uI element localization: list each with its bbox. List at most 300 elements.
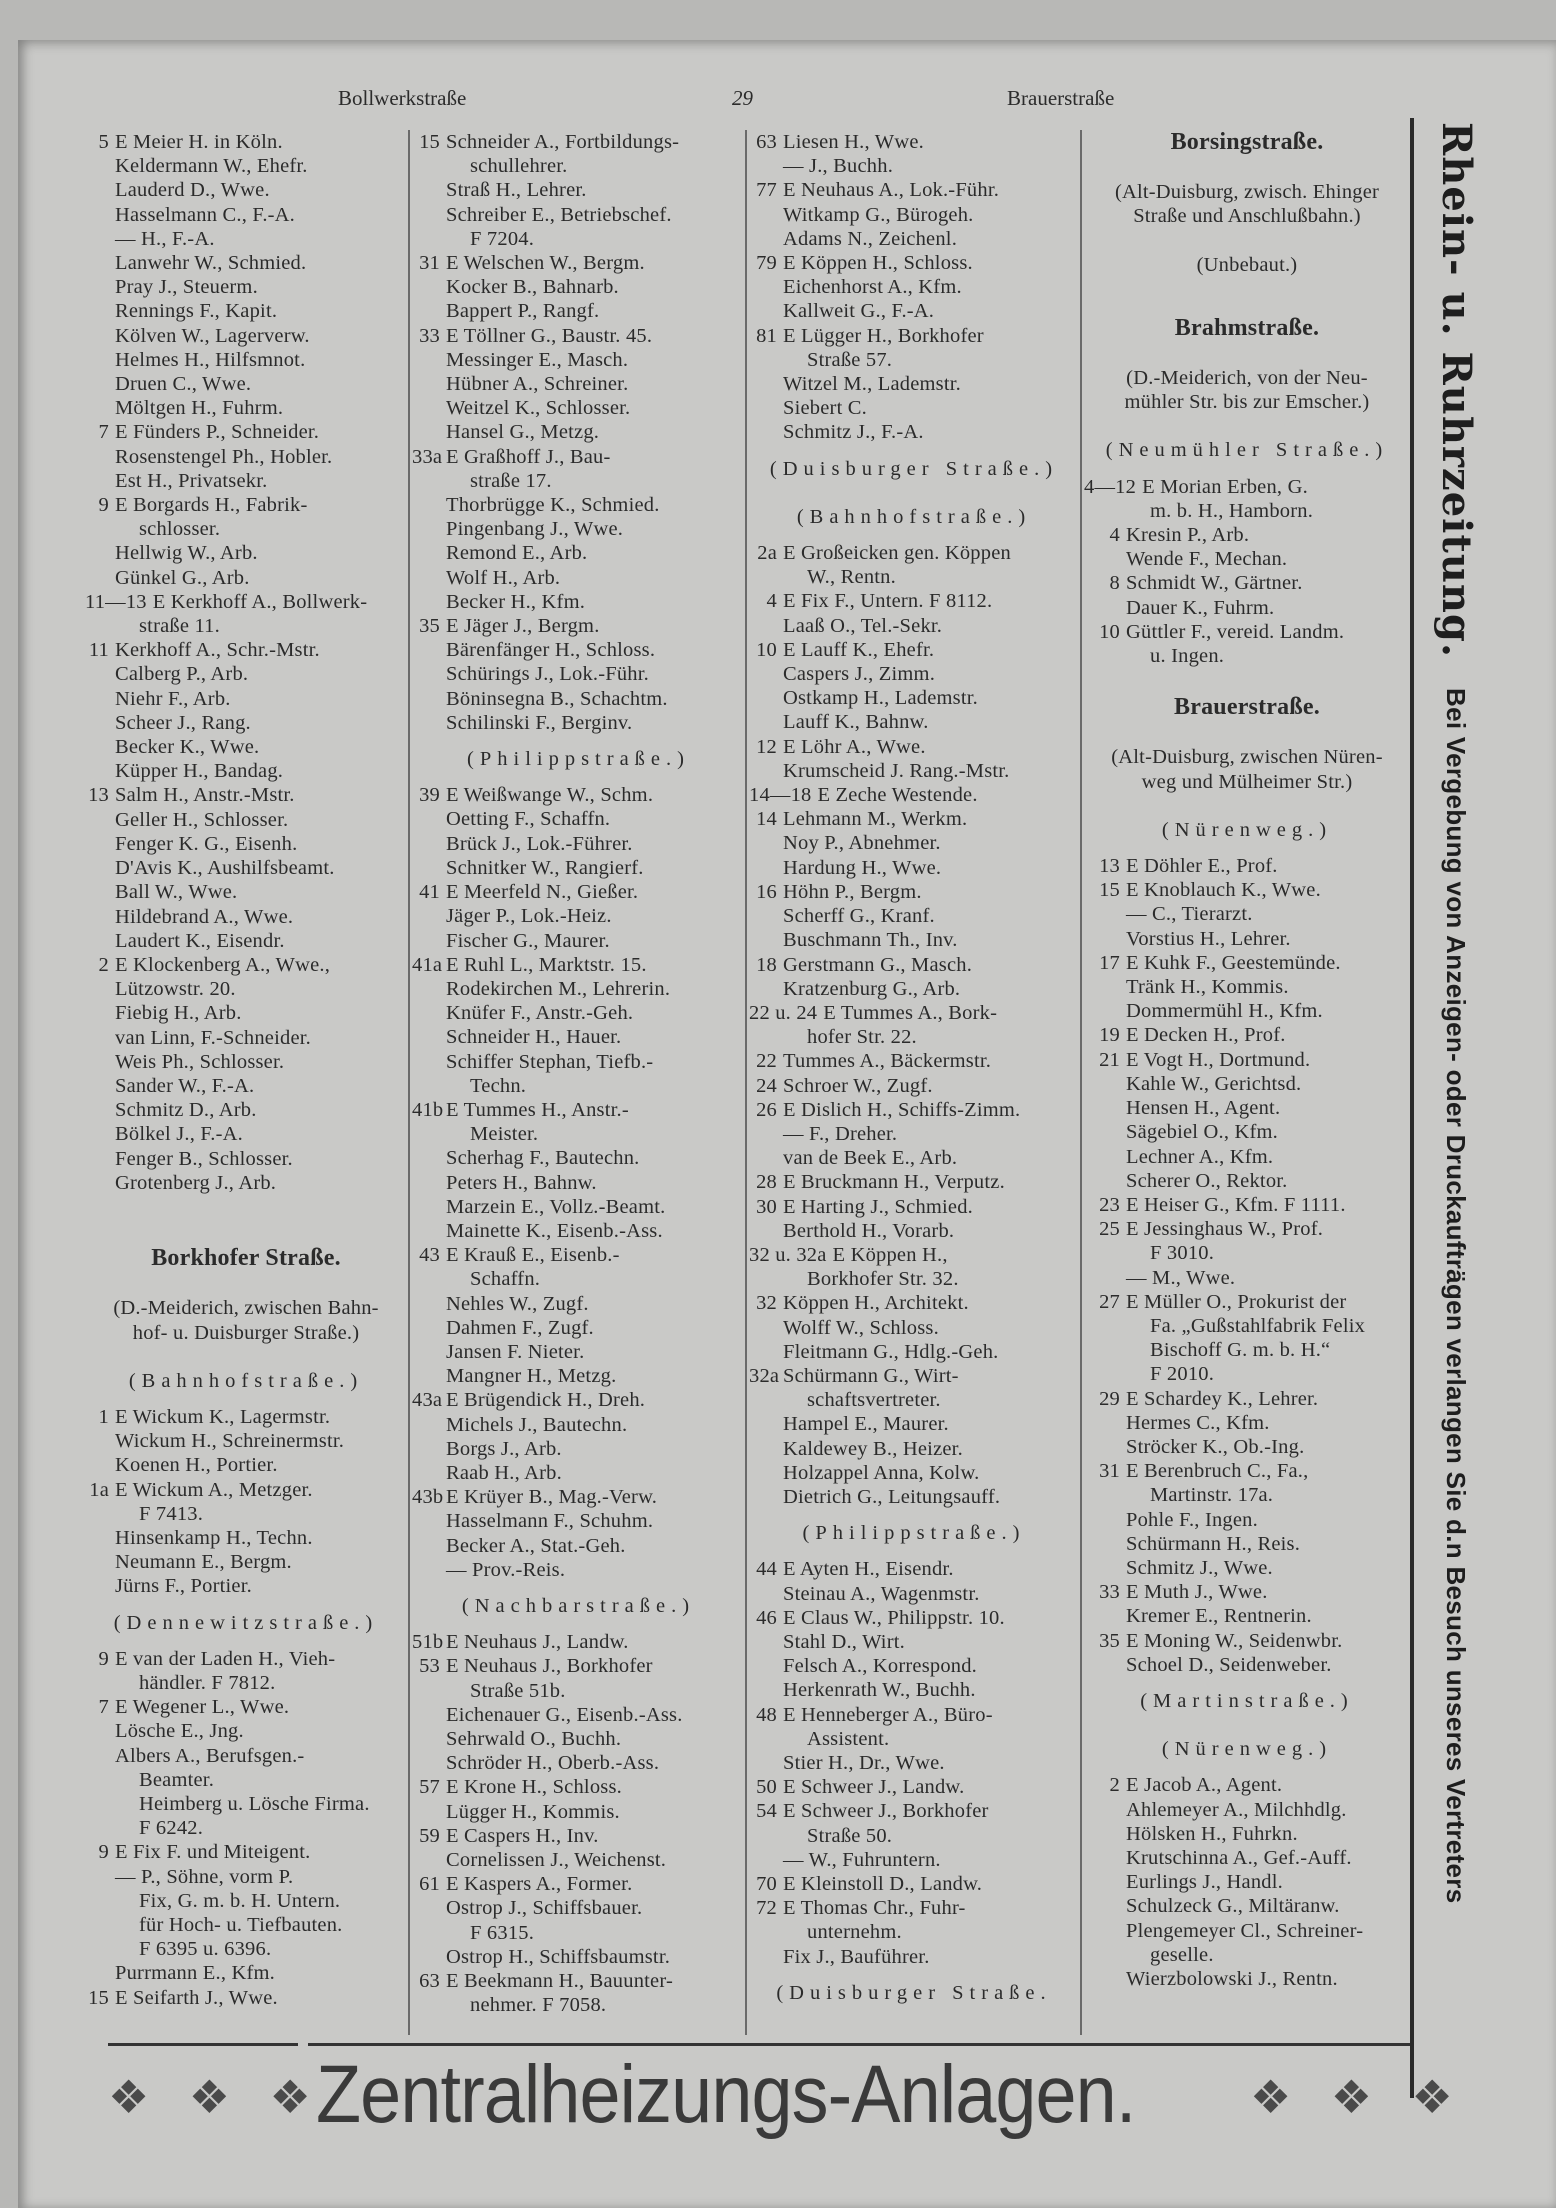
entry-line xyxy=(749,1896,1079,1920)
entry-line xyxy=(412,1388,745,1412)
resident-line: Witkamp G., Bürogeh. xyxy=(783,203,974,226)
house-number: 50 xyxy=(756,1776,777,1799)
resident-line: Scherer O., Rektor. xyxy=(1126,1169,1288,1192)
resident-line: Scherhag F., Bautechn. xyxy=(446,1147,640,1170)
resident-line: Dauer K., Fuhrm. xyxy=(1126,596,1275,619)
house-number: 4 xyxy=(1109,524,1120,547)
entry-line xyxy=(749,1775,1079,1799)
house-number: 41 xyxy=(419,881,440,904)
entry-line xyxy=(412,1485,745,1509)
running-header-right: Brauerstraße xyxy=(1007,86,1115,110)
house-number: 13 xyxy=(88,784,109,807)
entry-text: E Brügendick H., Dreh. xyxy=(446,1389,646,1412)
entry-text: Kresin P., Arb. xyxy=(1126,524,1250,547)
resident-line: Fenger B., Schlosser. xyxy=(115,1147,293,1170)
entry-text: E Schweer J., Landw. xyxy=(783,1776,965,1799)
house-number: 24 xyxy=(756,1074,777,1097)
resident-line: Marzein E., Vollz.-Beamt. xyxy=(446,1195,666,1218)
resident-line: Dahmen F., Zugf. xyxy=(446,1316,594,1339)
entry-text: E Ruhl L., Marktstr. 15. xyxy=(446,953,647,976)
resident-line: Fischer G., Maurer. xyxy=(446,929,610,952)
continuation-line: schlosser. xyxy=(139,518,221,541)
entry-text: E Schweer J., Borkhofer xyxy=(783,1800,989,1823)
house-number: 1 xyxy=(98,1405,109,1428)
entry-text: E Knoblauch K., Wwe. xyxy=(1126,879,1321,902)
resident-line: — H., F.-A. xyxy=(115,227,215,250)
house-number: 33a xyxy=(412,445,443,468)
resident-line: — Prov.-Reis. xyxy=(446,1558,566,1581)
resident-line: Brück J., Lok.-Führer. xyxy=(446,832,633,855)
resident-line: Herkenrath W., Buchh. xyxy=(783,1679,976,1702)
continuation-line: händler. F 7812. xyxy=(139,1671,276,1694)
house-number: 57 xyxy=(419,1776,440,1799)
entry-text: E Jäger J., Bergm. xyxy=(446,615,600,638)
cross-street-note: (Dennewitzstraße.) xyxy=(113,1611,379,1634)
house-number: 63 xyxy=(419,1970,440,1993)
house-number: 11—13 xyxy=(85,590,147,613)
house-number: 54 xyxy=(756,1800,777,1823)
resident-line: Fleitmann G., Hdlg.-Geh. xyxy=(783,1340,999,1363)
resident-line: Weis Ph., Schlosser. xyxy=(115,1050,285,1073)
resident-line: Ahlemeyer A., Milchhdlg. xyxy=(1126,1798,1347,1821)
continuation-line: straße 11. xyxy=(139,615,220,638)
house-number: 72 xyxy=(756,1897,777,1920)
resident-line: Schürmann H., Reis. xyxy=(1126,1532,1301,1555)
house-number: 5 xyxy=(98,131,109,153)
house-number: 26 xyxy=(756,1098,777,1121)
entry-text: E Köppen H., xyxy=(832,1243,948,1266)
resident-line: Ostrop J., Schiffsbauer. xyxy=(446,1897,643,1920)
entry-line xyxy=(749,1364,1079,1388)
entry-line xyxy=(412,614,745,638)
entry-text: Köppen H., Architekt. xyxy=(783,1292,969,1315)
entry-line xyxy=(85,493,407,517)
house-number: 16 xyxy=(756,880,777,903)
entry-line xyxy=(1084,523,1410,547)
resident-line: Hinsenkamp H., Techn. xyxy=(115,1526,313,1549)
resident-line: Koenen H., Portier. xyxy=(115,1454,278,1477)
cross-street-note: (Duisburger Straße.) xyxy=(769,457,1059,480)
description-line: Straße und Anschlußbahn.) xyxy=(1133,205,1361,228)
continuation-line: geselle. xyxy=(1150,1943,1214,1966)
entry-text: E Döhler E., Prof. xyxy=(1126,855,1278,878)
entry-line xyxy=(85,638,407,662)
entry-text: E Krone H., Schloss. xyxy=(446,1776,622,1799)
entry-line xyxy=(1084,475,1410,499)
resident-line: Vorstius H., Lehrer. xyxy=(1126,927,1291,950)
resident-line: Raab H., Arb. xyxy=(446,1461,562,1484)
entry-text: E Meier H. in Köln. xyxy=(115,131,283,153)
entry-line xyxy=(1084,1387,1410,1411)
resident-line: Schreiber E., Betriebschef. xyxy=(446,203,672,226)
house-number: 39 xyxy=(419,784,440,807)
house-number: 10 xyxy=(1099,620,1120,643)
continuation-line: Borkhofer Str. 32. xyxy=(807,1268,959,1291)
resident-line: Druen C., Wwe. xyxy=(115,373,252,396)
house-number: 22 xyxy=(756,1050,777,1073)
entry-line xyxy=(412,880,745,904)
resident-line: Scheer J., Rang. xyxy=(115,711,251,734)
house-number: 32 u. 32a xyxy=(749,1243,827,1266)
entry-text: E van der Laden H., Vieh- xyxy=(115,1647,336,1670)
house-number: 43b xyxy=(412,1486,444,1509)
house-number: 18 xyxy=(756,953,777,976)
street-description xyxy=(1084,733,1410,805)
resident-line: Berthold H., Vorarb. xyxy=(783,1219,955,1242)
entry-text: E Berenbruch C., Fa., xyxy=(1126,1460,1309,1483)
resident-line: Tränk H., Kommis. xyxy=(1126,976,1289,999)
entry-text: E Fix F. und Miteigent. xyxy=(115,1841,311,1864)
entry-line xyxy=(749,1799,1079,1823)
house-number: 22 u. 24 xyxy=(749,1001,818,1024)
resident-line: Plengemeyer Cl., Schreiner- xyxy=(1126,1919,1364,1942)
entry-text: E Henneberger A., Büro- xyxy=(783,1703,993,1726)
cross-street-note: (Nürenweg.) xyxy=(1161,818,1333,841)
resident-line: Schmitz J., Wwe. xyxy=(1126,1556,1273,1579)
entry-text: E Kleinstoll D., Landw. xyxy=(783,1873,983,1896)
entry-text: E Löhr A., Wwe. xyxy=(783,735,926,758)
resident-line: — P., Söhne, vorm P. xyxy=(115,1865,294,1888)
resident-line: Messinger E., Masch. xyxy=(446,348,629,371)
entry-text: E Seifarth J., Wwe. xyxy=(115,1986,278,2009)
continuation-line: Meister. xyxy=(470,1123,539,1146)
entry-line xyxy=(1084,1023,1410,1047)
entry-text: E Köppen H., Schloss. xyxy=(783,252,973,275)
continuation-line: W., Rentn. xyxy=(807,566,896,589)
resident-line: Kremer E., Rentnerin. xyxy=(1126,1605,1312,1628)
house-number: 19 xyxy=(1099,1024,1120,1047)
entry-line xyxy=(749,1872,1079,1896)
resident-line: Bölkel J., F.-A. xyxy=(115,1123,243,1146)
continuation-line: schullehrer. xyxy=(470,155,568,178)
house-number: 13 xyxy=(1099,855,1120,878)
entry-text: E Fix F., Untern. F 8112. xyxy=(783,590,993,613)
resident-line: Pingenbang J., Wwe. xyxy=(446,518,624,541)
directory-column-3 xyxy=(749,130,1079,2017)
resident-line: Schmitz D., Arb. xyxy=(115,1099,257,1122)
entry-line xyxy=(749,783,1079,807)
entry-line xyxy=(85,1478,407,1502)
house-number: 9 xyxy=(98,494,109,517)
resident-line: Ströcker K., Ob.-Ing. xyxy=(1126,1435,1305,1458)
entry-line xyxy=(749,638,1079,662)
house-number: 11 xyxy=(88,639,109,662)
house-number: 41a xyxy=(412,953,443,976)
entry-line xyxy=(749,1703,1079,1727)
banner-text: Bei Vergebung von Anzeigen- oder Druckaufträgen verlangen Sie d.n Besuch unseres Vertreters xyxy=(1441,687,1471,1904)
entry-line xyxy=(85,1695,407,1719)
entry-line xyxy=(85,130,407,154)
resident-line: Pray J., Steuerm. xyxy=(115,276,258,299)
resident-line: Bärenfänger H., Schloss. xyxy=(446,639,656,662)
entry-line xyxy=(749,1291,1079,1315)
entry-line xyxy=(749,1098,1079,1122)
entry-text: E Ayten H., Eisendr. xyxy=(783,1558,954,1581)
entry-line xyxy=(749,1001,1079,1025)
continuation-line: Bischoff G. m. b. H.“ xyxy=(1150,1339,1331,1362)
resident-line: Steinau A., Wagenmstr. xyxy=(783,1582,980,1605)
entry-line xyxy=(412,251,745,275)
house-number: 15 xyxy=(419,131,440,153)
entry-line xyxy=(412,783,745,807)
entry-text: E Caspers H., Inv. xyxy=(446,1824,599,1847)
continuation-line: schaftsvertreter. xyxy=(807,1389,941,1412)
continuation-line: m. b. H., Hamborn. xyxy=(1150,499,1314,522)
description-line: hof- u. Duisburger Straße.) xyxy=(132,1321,360,1344)
entry-text: E Meerfeld N., Gießer. xyxy=(446,881,639,904)
entry-line xyxy=(749,130,1079,154)
entry-line xyxy=(412,1243,745,1267)
entry-text: E Morian Erben, G. xyxy=(1142,475,1308,498)
entry-line xyxy=(85,1840,407,1864)
resident-line: Ostrop H., Schiffsbaumstr. xyxy=(446,1945,671,1968)
continuation-line: hofer Str. 22. xyxy=(807,1026,917,1049)
entry-line xyxy=(1084,571,1410,595)
resident-line: Becker H., Kfm. xyxy=(446,590,586,613)
continuation-line: u. Ingen. xyxy=(1150,645,1225,668)
resident-line: Purrmann E., Kfm. xyxy=(115,1962,275,1985)
continuation-line: F 6242. xyxy=(139,1817,204,1840)
house-number: 2 xyxy=(1109,1774,1120,1797)
house-number: 33 xyxy=(1099,1581,1120,1604)
continuation-line: Schaffn. xyxy=(470,1268,541,1291)
house-number: 48 xyxy=(756,1703,777,1726)
entry-line xyxy=(1084,620,1410,644)
house-number: 10 xyxy=(756,638,777,661)
page-number: 29 xyxy=(732,86,753,110)
entry-text: E Krauß E., Eisenb.- xyxy=(446,1244,620,1267)
footer-rule xyxy=(108,2043,298,2046)
resident-line: — M., Wwe. xyxy=(1126,1266,1236,1289)
ornament-right-icon: ❖ ❖ ❖ xyxy=(1250,2072,1467,2123)
resident-line: Sander W., F.-A. xyxy=(115,1074,255,1097)
entry-line xyxy=(412,1969,745,1993)
entry-line xyxy=(85,420,407,444)
resident-line: Hasselmann C., F.-A. xyxy=(115,203,296,226)
column-divider xyxy=(408,130,410,2035)
entry-line xyxy=(1084,854,1410,878)
house-number: 30 xyxy=(756,1195,777,1218)
resident-line: Fenger K. G., Eisenh. xyxy=(115,832,298,855)
entry-text: E Neuhaus J., Borkhofer xyxy=(446,1655,653,1678)
resident-line: Calberg P., Arb. xyxy=(115,663,249,686)
resident-line: Hasselmann F., Schuhm. xyxy=(446,1510,654,1533)
resident-line: Böninsegna B., Schachtm. xyxy=(446,687,668,710)
entry-text: E Harting J., Schmied. xyxy=(783,1195,974,1218)
resident-line: — W., Fuhruntern. xyxy=(783,1848,941,1871)
resident-line: Sehrwald O., Buchh. xyxy=(446,1728,622,1750)
resident-line: Lanwehr W., Schmied. xyxy=(115,252,307,275)
continuation-line: für Hoch- u. Tiefbauten. xyxy=(139,1914,343,1936)
house-number: 25 xyxy=(1099,1218,1120,1241)
entry-line xyxy=(1084,1580,1410,1604)
resident-line: Scherff G., Kranf. xyxy=(783,905,935,928)
entry-line xyxy=(749,324,1079,348)
entry-line xyxy=(412,445,745,469)
house-number: 35 xyxy=(419,615,440,638)
entry-line xyxy=(412,1872,745,1896)
continuation-line: Martinstr. 17a. xyxy=(1150,1484,1274,1507)
resident-line: Kaldewey B., Heizer. xyxy=(783,1437,963,1460)
directory-column-1 xyxy=(85,130,407,2010)
resident-line: Holzappel Anna, Kolw. xyxy=(783,1461,980,1484)
house-number: 77 xyxy=(756,179,777,202)
continuation-line: Heimberg u. Lösche Firma. xyxy=(139,1792,370,1815)
house-number: 61 xyxy=(419,1873,440,1896)
resident-line: Hampel E., Maurer. xyxy=(783,1413,949,1436)
resident-line: Lechner A., Kfm. xyxy=(1126,1145,1274,1168)
entry-text: E Moning W., Seidenwbr. xyxy=(1126,1629,1343,1652)
entry-line xyxy=(85,783,407,807)
street-description xyxy=(85,1284,407,1356)
resident-line: Peters H., Bahnw. xyxy=(446,1171,597,1194)
entry-line xyxy=(749,589,1079,613)
entry-text: E Kuhk F., Geestemünde. xyxy=(1126,951,1341,974)
cross-street-note: (Nachbarstraße.) xyxy=(461,1594,696,1617)
entry-line xyxy=(1084,1048,1410,1072)
continuation-line: Assistent. xyxy=(807,1727,890,1750)
house-number: 41b xyxy=(412,1098,444,1121)
resident-line: Mainette K., Eisenb.-Ass. xyxy=(446,1219,663,1242)
entry-text: Kerkhoff A., Schr.-Mstr. xyxy=(115,639,320,662)
resident-line: Schröder H., Oberb.-Ass. xyxy=(446,1752,660,1775)
entry-text: E Neuhaus A., Lok.-Führ. xyxy=(783,179,1000,202)
resident-line: Eurlings J., Handl. xyxy=(1126,1871,1283,1894)
resident-line: Ball W., Wwe. xyxy=(115,881,238,904)
continuation-line: F 7204. xyxy=(470,227,535,250)
resident-line: Wolf H., Arb. xyxy=(446,566,561,589)
entry-line xyxy=(749,1606,1079,1630)
cross-street-note: (Duisburger Straße. xyxy=(776,1981,1052,2004)
house-number: 35 xyxy=(1099,1629,1120,1652)
resident-line: Hansel G., Metzg. xyxy=(446,421,600,444)
entry-line xyxy=(749,1243,1079,1267)
resident-line: Caspers J., Zimm. xyxy=(783,663,936,686)
house-number: 21 xyxy=(1099,1048,1120,1071)
ornament-left-icon: ❖ ❖ ❖ xyxy=(108,2072,325,2123)
entry-line xyxy=(749,1195,1079,1219)
entry-text: E Kerkhoff A., Bollwerk- xyxy=(152,590,368,613)
spacer xyxy=(85,1195,407,1219)
entry-text: E Decken H., Prof. xyxy=(1126,1024,1286,1047)
continuation-line: F 2010. xyxy=(1150,1363,1215,1386)
cross-street-note: (Philippstraße.) xyxy=(802,1522,1026,1545)
continuation-line: straße 17. xyxy=(470,469,552,492)
entry-text: E Lauff K., Ehefr. xyxy=(783,638,935,661)
resident-line: Helmes H., Hilfsmnot. xyxy=(115,348,306,371)
entry-line xyxy=(749,1557,1079,1581)
entry-text: E Neuhaus J., Landw. xyxy=(446,1631,629,1654)
entry-text: Liesen H., Wwe. xyxy=(783,131,924,153)
resident-line: Laaß O., Tel.-Sekr. xyxy=(783,614,943,637)
entry-line xyxy=(749,541,1079,565)
entry-line xyxy=(85,1986,407,2010)
entry-text: Höhn P., Bergm. xyxy=(783,880,922,903)
description-line: (D.-Meiderich, zwischen Bahn- xyxy=(113,1297,379,1320)
house-number: 27 xyxy=(1099,1290,1120,1313)
continuation-line: Straße 51b. xyxy=(470,1679,566,1702)
resident-line: Schoel D., Seidenweber. xyxy=(1126,1653,1332,1676)
house-number: 32 xyxy=(756,1292,777,1315)
resident-line: Nehles W., Zugf. xyxy=(446,1292,589,1315)
entry-text: E Tummes H., Anstr.- xyxy=(446,1098,629,1121)
resident-line: Michels J., Bautechn. xyxy=(446,1413,628,1436)
entry-line xyxy=(749,735,1079,759)
resident-line: Oetting F., Schaffn. xyxy=(446,808,611,831)
directory-column-4 xyxy=(1084,130,1410,1991)
house-number: 4—12 xyxy=(1084,475,1137,498)
column-divider xyxy=(1080,130,1082,2035)
entry-text: Schmidt W., Gärtner. xyxy=(1126,572,1303,595)
street-heading: Brauerstraße. xyxy=(1174,694,1320,721)
resident-line: Niehr F., Arb. xyxy=(115,687,231,710)
resident-line: Buschmann Th., Inv. xyxy=(783,929,958,952)
house-number: 81 xyxy=(756,324,777,347)
resident-line: Möltgen H., Fuhrm. xyxy=(115,397,284,420)
entry-text: E Borgards H., Fabrik- xyxy=(115,494,308,517)
entry-line xyxy=(412,1654,745,1678)
entry-line xyxy=(412,953,745,977)
continuation-line: Techn. xyxy=(470,1074,527,1097)
entry-text: E Dislich H., Schiffs-Zimm. xyxy=(783,1098,1021,1121)
house-number: 1a xyxy=(89,1478,109,1501)
resident-line: Hellwig W., Arb. xyxy=(115,542,258,565)
entry-line xyxy=(85,590,407,614)
resident-line: Schnitker W., Rangierf. xyxy=(446,856,644,879)
house-number: 53 xyxy=(419,1655,440,1678)
house-number: 31 xyxy=(1099,1460,1120,1483)
house-number: 9 xyxy=(98,1647,109,1670)
house-number: 43 xyxy=(419,1244,440,1267)
description-line: weg und Mülheimer Str.) xyxy=(1141,770,1353,793)
house-number: 17 xyxy=(1099,951,1120,974)
entry-line xyxy=(1084,1459,1410,1483)
entry-text: E Tummes A., Bork- xyxy=(823,1001,998,1024)
entry-line xyxy=(749,953,1079,977)
continuation-line: F 6315. xyxy=(470,1921,535,1944)
continuation-line: Fa. „Gußstahlfabrik Felix xyxy=(1150,1314,1366,1337)
entry-text: E Müller O., Prokurist der xyxy=(1126,1290,1347,1313)
resident-line: Stahl D., Wirt. xyxy=(783,1630,905,1653)
resident-line: Hölsken H., Fuhrkn. xyxy=(1126,1822,1298,1845)
entry-text: E Töllner G., Baustr. 45. xyxy=(446,324,653,347)
entry-line xyxy=(1084,1629,1410,1653)
resident-line: Wickum H., Schreinermstr. xyxy=(115,1430,345,1453)
resident-line: Siebert C. xyxy=(783,397,867,420)
cross-street-note: (Martinstraße.) xyxy=(1140,1689,1354,1712)
resident-line: Krutschinna A., Gef.-Auff. xyxy=(1126,1846,1352,1869)
description-line: (Alt-Duisburg, zwisch. Ehinger xyxy=(1114,181,1380,204)
house-number: 32a xyxy=(749,1364,780,1387)
house-number: 9 xyxy=(98,1841,109,1864)
resident-line: Lösche E., Jng. xyxy=(115,1720,244,1743)
resident-line: Sägebiel O., Kfm. xyxy=(1126,1121,1278,1144)
cross-street-note: (Neumühler Straße.) xyxy=(1105,439,1389,462)
resident-line: Küpper H., Bandag. xyxy=(115,760,284,783)
entry-text: E Großeicken gen. Köppen xyxy=(783,542,1011,565)
resident-line: Pohle F., Ingen. xyxy=(1126,1508,1258,1531)
resident-line: Hardung H., Wwe. xyxy=(783,856,942,879)
resident-line: Becker A., Stat.-Geh. xyxy=(446,1534,626,1557)
entry-line xyxy=(412,1824,745,1848)
resident-line: Fix J., Bauführer. xyxy=(783,1945,930,1968)
house-number: 12 xyxy=(756,735,777,758)
house-number: 23 xyxy=(1099,1193,1120,1216)
resident-line: Wierzbolowski J., Rentn. xyxy=(1126,1968,1338,1990)
resident-line: Knüfer F., Anstr.-Geh. xyxy=(446,1002,634,1025)
house-number: 43a xyxy=(412,1389,443,1412)
entry-line xyxy=(749,807,1079,831)
